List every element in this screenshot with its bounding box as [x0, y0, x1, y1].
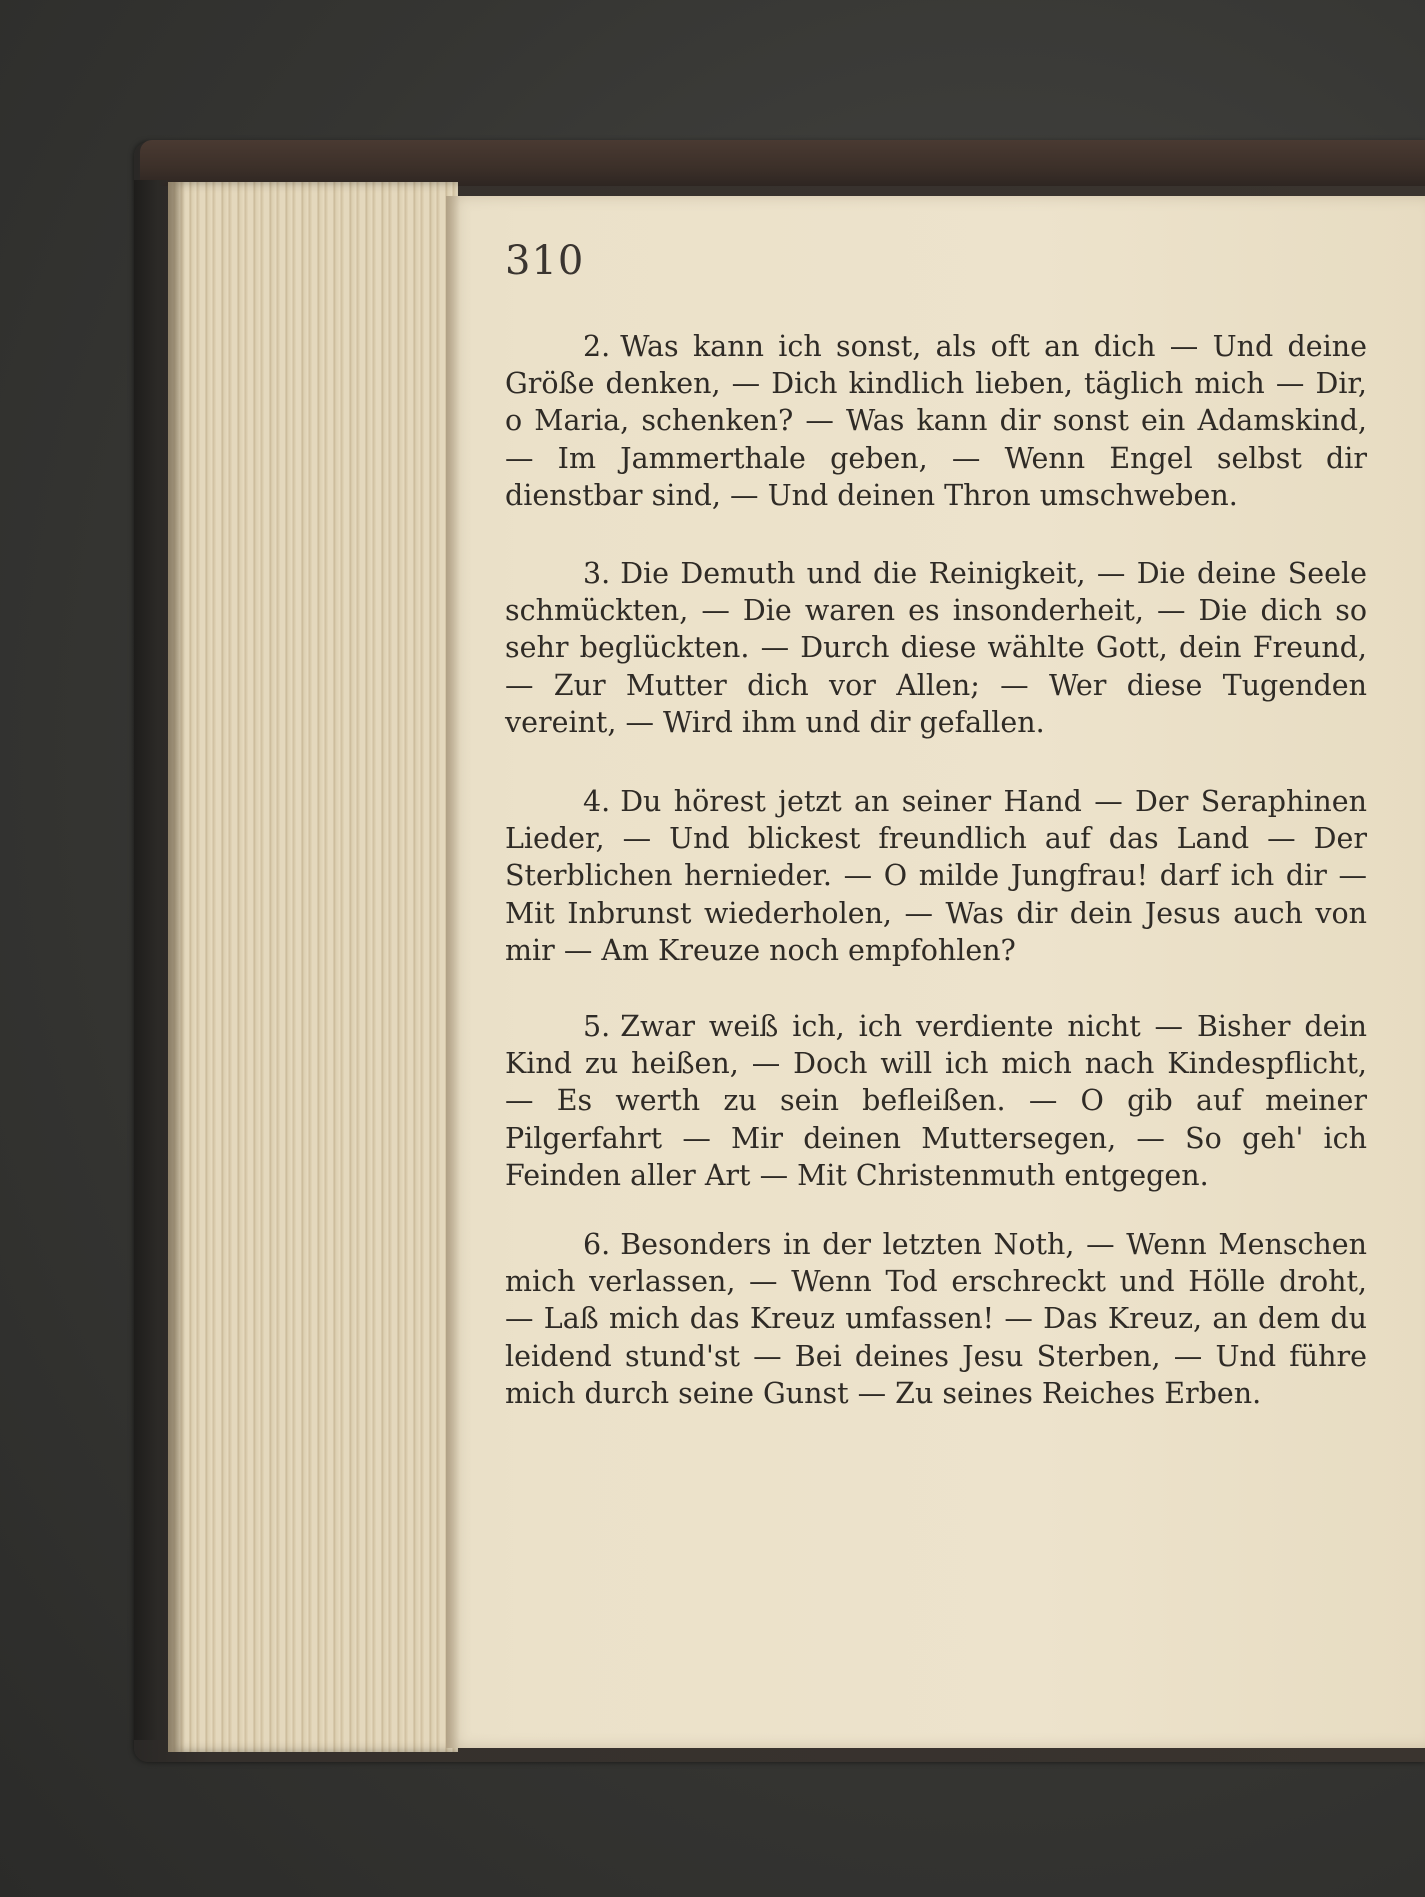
verse-number: 3.: [583, 557, 611, 590]
page-gutter-shadow: [446, 196, 460, 1748]
verse-number: 2.: [583, 330, 611, 363]
verse-number: 5.: [583, 1010, 611, 1043]
verse-4: [505, 783, 1367, 969]
verse-text: Die Demuth und die Reinigkeit, — Die deine Seele schmückten, — Die waren es insonderheit, — Die dich so sehr beglückten. — Durch diese wählte Gott, dein Freund, — Zur Mutter dich vor Allen; — Wer diese Tugenden vereint, — Wird ihm und dir gefallen.: [505, 557, 1367, 739]
verse-number: 4.: [583, 785, 611, 818]
verse-text: Du hörest jetzt an seiner Hand — Der Seraphinen Lieder, — Und blickest freundlich auf das Land — Der Sterblichen hernieder. — O milde Jungfrau! darf ich dir — Mit Inbrunst wiederholen, — Was dir dein Jesus auch von mir — Am Kreuze noch empfohlen?: [505, 785, 1367, 967]
verse-text: Besonders in der letzten Noth, — Wenn Menschen mich verlassen, — Wenn Tod erschreckt und Hölle droht, — Laß mich das Kreuz umfassen! — Das Kreuz, an dem du leidend stund'st — Bei deines Jesu Sterben, — Und führe mich durch seine Gunst — Zu seines Reiches Erben.: [505, 1228, 1367, 1410]
page-number: 310: [505, 238, 585, 284]
page-edges-shadow: [168, 182, 186, 1752]
verse-2: [505, 328, 1367, 514]
verse-5: [505, 1008, 1367, 1194]
book-cover-top-edge: [140, 140, 1425, 186]
verse-text: Was kann ich sonst, als oft an dich — Und deine Größe denken, — Dich kindlich lieben, täglich mich — Dir, o Maria, schenken? — Was kann dir sonst ein Adamskind, — Im Jammerthale geben, — Wenn Engel selbst dir dienstbar sind, — Und deinen Thron umschweben.: [505, 330, 1367, 512]
verse-text: Zwar weiß ich, ich verdiente nicht — Bisher dein Kind zu heißen, — Doch will ich mich nach Kindespflicht, — Es werth zu sein befleißen. — O gib auf meiner Pilgerfahrt — Mir deinen Muttersegen, — So geh' ich Feinden aller Art — Mit Christenmuth entgegen.: [505, 1010, 1367, 1192]
verse-number: 6.: [583, 1228, 611, 1261]
verse-3: [505, 555, 1367, 741]
verse-6: [505, 1226, 1367, 1412]
page-edges: [168, 182, 458, 1752]
